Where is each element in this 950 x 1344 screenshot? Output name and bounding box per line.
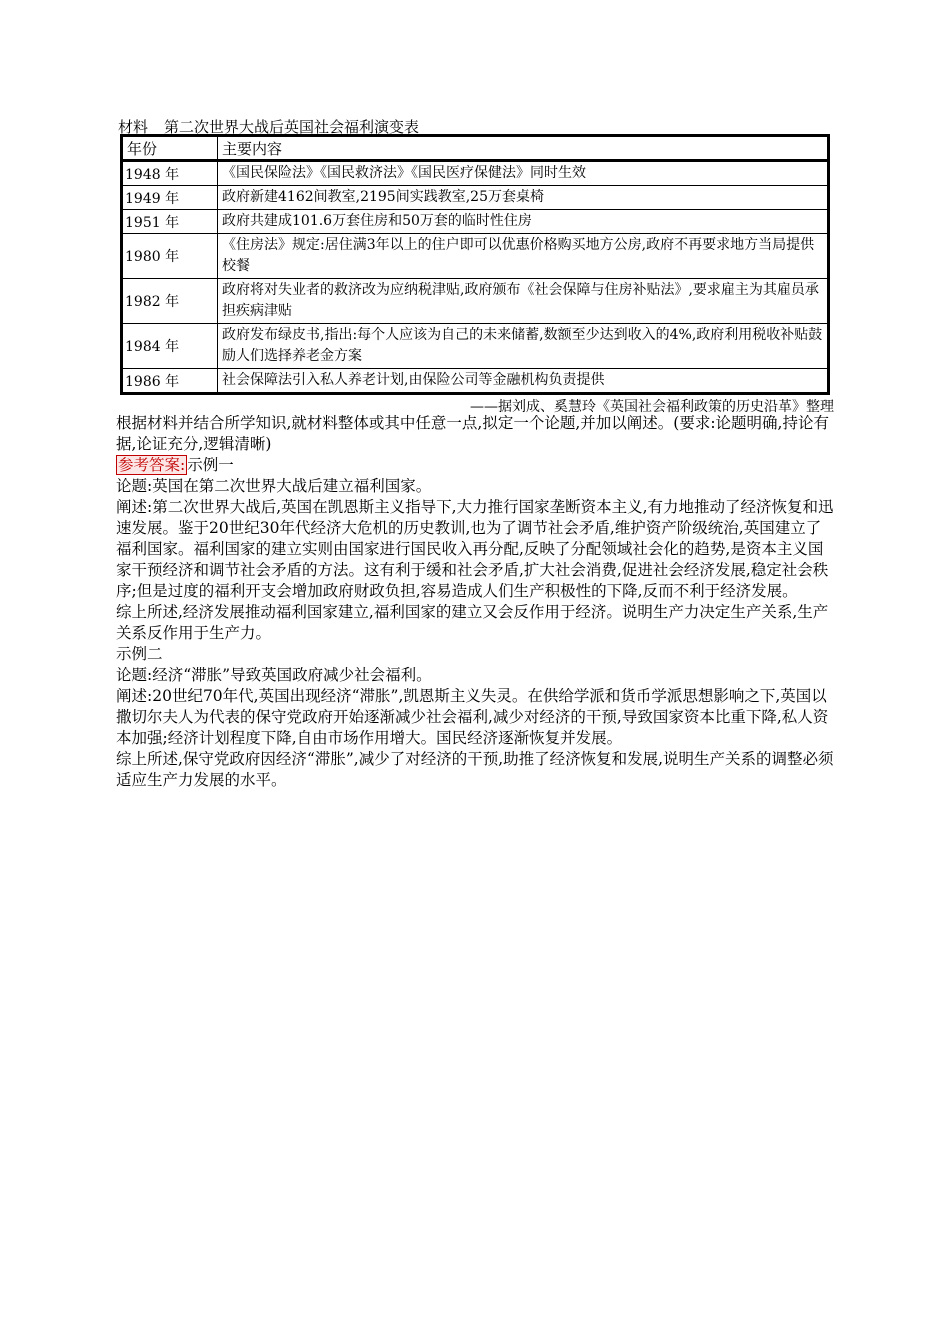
example-two-thesis: 论题:经济“滞胀”导致英国政府减少社会福利。 <box>116 666 432 684</box>
caption-lead: 材料 <box>118 118 149 136</box>
table-row <box>122 369 829 394</box>
row-year: 1951 年 <box>122 210 218 234</box>
example-one-label: 示例一 <box>187 456 234 474</box>
question-text: 根据材料并结合所学知识,就材料整体或其中任意一点,拟定一个论题,并加以阐述。(要求:论题明确,持论有据,论证充分,逻辑清晰) <box>116 414 829 453</box>
row-content: 社会保障法引入私人养老计划,由保险公司等金融机构负责提供 <box>218 369 829 394</box>
row-content: 政府新建4162间教室,2195间实践教室,25万套桌椅 <box>218 186 829 210</box>
row-content: 《住房法》规定:居住满3年以上的住户即可以优惠价格购买地方公房,政府不再要求地方当局提供校餐 <box>218 234 829 279</box>
row-content: 《国民保险法》《国民救济法》《国民医疗保健法》同时生效 <box>218 161 829 186</box>
row-year: 1948 年 <box>122 161 218 186</box>
row-year: 1986 年 <box>122 369 218 394</box>
example-two-conclusion: 综上所述,保守党政府因经济“滞胀”,减少了对经济的干预,助推了经济恢复和发展,说明生产关系的调整必须适应生产力发展的水平。 <box>116 750 834 789</box>
example-one-argument: 阐述:第二次世界大战后,英国在凯恩斯主义指导下,大力推行国家垄断资本主义,有力地推动了经济恢复和迅速发展。鉴于20世纪30年代经济大危机的历史教训,也为了调节社会矛盾,维护资产阶级统治,英国建立了福利国家。福利国家的建立实则由国家进行国民收入再分配,反映了分配领域社会化的趋势,是资本主义国家干预经济和调节社会矛盾的方法。这有利于缓和社会矛盾,扩大社会消费,促进社会经济发展,稳定社会秩序;但是过度的福利开支会增加政府财政负担,容易造成人们生产积极性的下降,反而不利于经济发展。 <box>116 498 834 600</box>
example-two-label: 示例二 <box>116 645 163 663</box>
table-header-row <box>122 136 829 161</box>
example-one-thesis: 论题:英国在第二次世界大战后建立福利国家。 <box>116 477 432 495</box>
header-content: 主要内容 <box>218 136 829 161</box>
example-one-heading <box>116 455 834 476</box>
row-year: 1982 年 <box>122 279 218 324</box>
table-row <box>122 161 829 186</box>
header-year: 年份 <box>122 136 218 161</box>
row-content: 政府将对失业者的救济改为应纳税津贴,政府颁布《社会保障与住房补贴法》,要求雇主为其雇员承担疾病津贴 <box>218 279 829 324</box>
answer-body <box>116 413 834 791</box>
row-content: 政府共建成101.6万套住房和50万套的临时性住房 <box>218 210 829 234</box>
source-citation: ——据刘成、奚慧玲《英国社会福利政策的历史沿革》整理 <box>470 399 834 415</box>
table-row <box>122 234 829 279</box>
welfare-table <box>120 134 830 395</box>
answer-tag: 参考答案: <box>118 456 186 474</box>
row-year: 1949 年 <box>122 186 218 210</box>
table-row <box>122 279 829 324</box>
table-row <box>122 210 829 234</box>
table-row <box>122 186 829 210</box>
row-year: 1980 年 <box>122 234 218 279</box>
example-two-argument: 阐述:20世纪70年代,英国出现经济“滞胀”,凯恩斯主义失灵。在供给学派和货币学派思想影响之下,英国以撒切尔夫人为代表的保守党政府开始逐渐减少社会福利,减少对经济的干预,导致国家资本比重下降,私人资本加强;经济计划程度下降,自由市场作用增大。国民经济逐渐恢复并发展。 <box>116 687 829 747</box>
caption-title: 第二次世界大战后英国社会福利演变表 <box>164 118 420 136</box>
row-year: 1984 年 <box>122 324 218 369</box>
row-content: 政府发布绿皮书,指出:每个人应该为自己的未来储蓄,数额至少达到收入的4%,政府利用税收补贴鼓励人们选择养老金方案 <box>218 324 829 369</box>
example-one-conclusion: 综上所述,经济发展推动福利国家建立,福利国家的建立又会反作用于经济。说明生产力决定生产关系,生产关系反作用于生产力。 <box>116 603 829 642</box>
table-row <box>122 324 829 369</box>
